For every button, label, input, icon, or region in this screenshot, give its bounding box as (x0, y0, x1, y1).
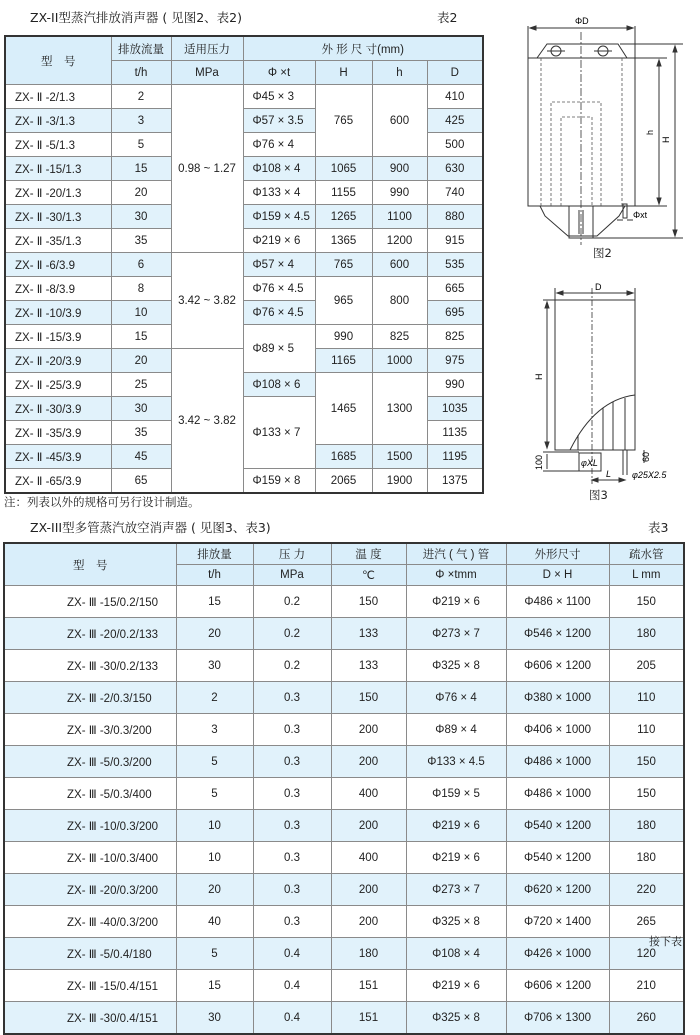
fig3-dim-H: H (534, 373, 544, 380)
header-h: h (372, 61, 427, 85)
figure2-label: 图2 (593, 246, 612, 260)
cell-pressure: 3.42 ~ 3.82 (171, 349, 243, 494)
cell-model: ZX- Ⅲ -20/0.3/200 (4, 874, 176, 906)
cell-phi: Φ89 × 5 (243, 325, 315, 373)
cell-flow: 45 (111, 445, 171, 469)
figure3-drawing (495, 270, 700, 488)
cell-size: Φ426 × 1000 (506, 938, 609, 970)
cell-model: ZX- Ⅲ -10/0.3/400 (4, 842, 176, 874)
table2 (4, 35, 484, 494)
cell-temp: 400 (331, 842, 406, 874)
cell-flow: 20 (111, 181, 171, 205)
cell-drain: 260 (609, 1002, 684, 1035)
cell-inlet: Φ325 × 8 (406, 1002, 506, 1035)
table-row (4, 746, 684, 778)
header-size-unit: D × H (506, 565, 609, 586)
cell-pressure: 0.98 ~ 1.27 (171, 85, 243, 253)
cell-model: ZX- Ⅱ -10/3.9 (5, 301, 111, 325)
table-row (5, 325, 483, 349)
cell-model: ZX- Ⅲ -30/0.4/151 (4, 1002, 176, 1035)
cell-model: ZX- Ⅱ -8/3.9 (5, 277, 111, 301)
cell-h: 600 (372, 85, 427, 157)
cell-flow: 35 (111, 229, 171, 253)
cell-inlet: Φ219 × 6 (406, 970, 506, 1002)
cell-model: ZX- Ⅲ -10/0.3/200 (4, 810, 176, 842)
table-row (4, 586, 684, 618)
header-phi-t: Φ ×t (243, 61, 315, 85)
table2-header-row (5, 36, 483, 61)
table2-title: ZX-II型蒸汽排放消声器 ( 见图2、表2) (30, 10, 242, 25)
cell-model: ZX- Ⅱ -20/1.3 (5, 181, 111, 205)
cell-phi: Φ45 × 3 (243, 85, 315, 109)
table-row (4, 842, 684, 874)
cell-phi: Φ76 × 4 (243, 133, 315, 157)
header-D: D (427, 61, 483, 85)
cell-temp: 150 (331, 682, 406, 714)
fig3-dim-100: 100 (534, 454, 544, 470)
table3-tag: 表3 (648, 520, 669, 535)
cell-D: 425 (427, 109, 483, 133)
cell-model: ZX- Ⅲ -30/0.2/133 (4, 650, 176, 682)
cell-drain: 205 (609, 650, 684, 682)
cell-model: ZX- Ⅲ -15/0.2/150 (4, 586, 176, 618)
cell-temp: 200 (331, 906, 406, 938)
cell-drain: 210 (609, 970, 684, 1002)
cell-temp: 133 (331, 650, 406, 682)
cell-pressure: 3.42 ~ 3.82 (171, 253, 243, 349)
table-row (4, 938, 684, 970)
cell-flow: 6 (111, 253, 171, 277)
table-row (5, 181, 483, 205)
cell-size: Φ486 × 1000 (506, 778, 609, 810)
header-model: 型 号 (4, 543, 176, 586)
cell-model: ZX- Ⅲ -5/0.4/180 (4, 938, 176, 970)
cell-temp: 200 (331, 746, 406, 778)
cell-inlet: Φ76 × 4 (406, 682, 506, 714)
cell-size: Φ540 × 1200 (506, 810, 609, 842)
cell-model: ZX- Ⅱ -25/3.9 (5, 373, 111, 397)
cell-drain: 150 (609, 746, 684, 778)
cell-inlet: Φ89 × 4 (406, 714, 506, 746)
cell-model: ZX- Ⅱ -15/3.9 (5, 325, 111, 349)
cell-drain: 220 (609, 874, 684, 906)
cell-h: 825 (372, 325, 427, 349)
cell-temp: 400 (331, 778, 406, 810)
cell-h: 600 (372, 253, 427, 277)
cell-D: 630 (427, 157, 483, 181)
cell-temp: 133 (331, 618, 406, 650)
cell-D: 740 (427, 181, 483, 205)
header-pressure-unit: MPa (171, 61, 243, 85)
cell-D: 1195 (427, 445, 483, 469)
header-flow: 排放流量 (111, 36, 171, 61)
cell-model: ZX- Ⅲ -40/0.3/200 (4, 906, 176, 938)
header-H: H (315, 61, 372, 85)
cell-inlet: Φ325 × 8 (406, 906, 506, 938)
table-row (5, 205, 483, 229)
cell-flow: 20 (176, 874, 253, 906)
table3-header-row (4, 543, 684, 565)
cell-size: Φ546 × 1200 (506, 618, 609, 650)
table-row (4, 682, 684, 714)
cell-flow: 3 (111, 109, 171, 133)
cell-drain: 265 (609, 906, 684, 938)
cell-D: 1375 (427, 469, 483, 494)
cell-phi: Φ76 × 4.5 (243, 301, 315, 325)
cell-drain: 180 (609, 810, 684, 842)
cell-model: ZX- Ⅲ -5/0.3/200 (4, 746, 176, 778)
cell-pressure: 0.2 (253, 586, 331, 618)
table-row (4, 1002, 684, 1035)
header-drain-unit: L mm (609, 565, 684, 586)
figure2-drawing (495, 0, 700, 262)
cell-inlet: Φ273 × 7 (406, 618, 506, 650)
cell-H: 1065 (315, 157, 372, 181)
fig2-dim-h: h (645, 129, 655, 135)
cell-temp: 200 (331, 874, 406, 906)
cell-h: 1900 (372, 469, 427, 494)
cell-H: 1265 (315, 205, 372, 229)
cell-drain: 180 (609, 618, 684, 650)
cell-H: 1465 (315, 373, 372, 445)
table2-tag: 表2 (437, 10, 458, 25)
table-row (4, 970, 684, 1002)
cell-size: Φ620 × 1200 (506, 874, 609, 906)
cell-pressure: 0.2 (253, 618, 331, 650)
cell-model: ZX- Ⅲ -20/0.2/133 (4, 618, 176, 650)
fig3-dim-D: D (595, 282, 602, 292)
cell-H: 1155 (315, 181, 372, 205)
cell-model: ZX- Ⅲ -2/0.3/150 (4, 682, 176, 714)
cell-flow: 3 (176, 714, 253, 746)
table-row (4, 714, 684, 746)
table-row (4, 874, 684, 906)
fig3-dim-60: 60 (641, 451, 651, 462)
cell-model: ZX- Ⅱ -65/3.9 (5, 469, 111, 494)
cell-inlet: Φ219 × 6 (406, 810, 506, 842)
cell-inlet: Φ325 × 8 (406, 650, 506, 682)
header-pressure-unit: MPa (253, 565, 331, 586)
cell-flow: 15 (176, 970, 253, 1002)
cell-pressure: 0.3 (253, 842, 331, 874)
header-flow-unit: t/h (111, 61, 171, 85)
cell-phi: Φ57 × 4 (243, 253, 315, 277)
cell-size: Φ606 × 1200 (506, 650, 609, 682)
cell-model: ZX- Ⅱ -35/1.3 (5, 229, 111, 253)
cell-model: ZX- Ⅱ -5/1.3 (5, 133, 111, 157)
cell-phi: Φ108 × 4 (243, 157, 315, 181)
cell-inlet: Φ273 × 7 (406, 874, 506, 906)
cell-model: ZX- Ⅱ -20/3.9 (5, 349, 111, 373)
cell-flow: 25 (111, 373, 171, 397)
header-size: 外形尺寸 (506, 543, 609, 565)
header-model: 型 号 (5, 36, 111, 85)
cell-flow: 10 (176, 810, 253, 842)
cell-flow: 2 (111, 85, 171, 109)
cell-temp: 200 (331, 714, 406, 746)
cell-flow: 30 (176, 650, 253, 682)
header-inlet: 进汽 ( 气 ) 管 (406, 543, 506, 565)
table-row (4, 810, 684, 842)
cell-model: ZX- Ⅱ -35/3.9 (5, 421, 111, 445)
cell-pressure: 0.3 (253, 906, 331, 938)
cell-drain: 110 (609, 714, 684, 746)
cell-D: 825 (427, 325, 483, 349)
cell-flow: 10 (176, 842, 253, 874)
cell-drain: 180 (609, 842, 684, 874)
table-row (4, 650, 684, 682)
cell-D: 975 (427, 349, 483, 373)
cell-H: 765 (315, 85, 372, 157)
cell-temp: 150 (331, 586, 406, 618)
cell-pressure: 0.4 (253, 970, 331, 1002)
header-drain: 疏水管 (609, 543, 684, 565)
cell-size: Φ720 × 1400 (506, 906, 609, 938)
cell-D: 1135 (427, 421, 483, 445)
fig3-dim-pipe: φ25X2.5 (632, 470, 667, 480)
cell-D: 990 (427, 373, 483, 397)
cell-temp: 180 (331, 938, 406, 970)
table-row (4, 778, 684, 810)
cell-size: Φ380 × 1000 (506, 682, 609, 714)
cell-D: 1035 (427, 397, 483, 421)
cell-h: 1500 (372, 445, 427, 469)
cell-pressure: 0.4 (253, 1002, 331, 1035)
figure3-label: 图3 (589, 488, 608, 502)
cell-flow: 5 (176, 938, 253, 970)
cell-pressure: 0.3 (253, 714, 331, 746)
cell-size: Φ486 × 1000 (506, 746, 609, 778)
fig3-dim-phixl: φXL (581, 458, 598, 468)
fig2-dim-H: H (661, 136, 671, 143)
table-row (5, 157, 483, 181)
table2-note: 注：列表以外的规格可另行设计制造。 (4, 495, 200, 509)
cell-flow: 30 (111, 205, 171, 229)
cell-flow: 20 (176, 618, 253, 650)
cell-model: ZX- Ⅱ -3/1.3 (5, 109, 111, 133)
cell-pressure: 0.3 (253, 746, 331, 778)
cell-D: 410 (427, 85, 483, 109)
cell-size: Φ486 × 1100 (506, 586, 609, 618)
table-row (5, 277, 483, 301)
header-pressure: 适用压力 (171, 36, 243, 61)
cell-flow: 40 (176, 906, 253, 938)
cell-D: 535 (427, 253, 483, 277)
cell-phi: Φ133 × 4 (243, 181, 315, 205)
table3-title: ZX-III型多管蒸汽放空消声器 ( 见图3、表3) (30, 520, 271, 535)
cell-flow: 20 (111, 349, 171, 373)
cell-size: Φ406 × 1000 (506, 714, 609, 746)
cell-D: 915 (427, 229, 483, 253)
cell-h: 800 (372, 277, 427, 325)
cell-flow: 5 (176, 746, 253, 778)
cell-h: 1300 (372, 373, 427, 445)
header-temp: 温 度 (331, 543, 406, 565)
cell-model: ZX- Ⅱ -30/1.3 (5, 205, 111, 229)
cell-model: ZX- Ⅱ -2/1.3 (5, 85, 111, 109)
header-inlet-unit: Φ ×tmm (406, 565, 506, 586)
cell-inlet: Φ133 × 4.5 (406, 746, 506, 778)
header-dims: 外 形 尺 寸(mm) (243, 36, 483, 61)
cell-model: ZX- Ⅱ -45/3.9 (5, 445, 111, 469)
table-row (5, 373, 483, 397)
cell-h: 900 (372, 157, 427, 181)
cell-flow: 5 (111, 133, 171, 157)
cell-flow: 15 (176, 586, 253, 618)
cell-h: 1200 (372, 229, 427, 253)
cell-H: 1365 (315, 229, 372, 253)
fig2-dim-phixt: Φxt (633, 210, 648, 220)
cell-inlet: Φ159 × 5 (406, 778, 506, 810)
cell-phi: Φ57 × 3.5 (243, 109, 315, 133)
cell-D: 695 (427, 301, 483, 325)
cell-H: 1165 (315, 349, 372, 373)
cell-inlet: Φ219 × 6 (406, 842, 506, 874)
cell-flow: 8 (111, 277, 171, 301)
cell-H: 965 (315, 277, 372, 325)
table-row (5, 253, 483, 277)
cell-h: 1100 (372, 205, 427, 229)
cell-model: ZX- Ⅲ -3/0.3/200 (4, 714, 176, 746)
cell-phi: Φ108 × 6 (243, 373, 315, 397)
cell-D: 880 (427, 205, 483, 229)
cell-pressure: 0.3 (253, 810, 331, 842)
cell-model: ZX- Ⅱ -30/3.9 (5, 397, 111, 421)
header-flow-unit: t/h (176, 565, 253, 586)
cell-drain: 150 (609, 778, 684, 810)
cell-drain: 110 (609, 682, 684, 714)
cell-inlet: Φ108 × 4 (406, 938, 506, 970)
table-row (5, 469, 483, 494)
cell-phi: Φ76 × 4.5 (243, 277, 315, 301)
cell-flow: 15 (111, 157, 171, 181)
cell-size: Φ540 × 1200 (506, 842, 609, 874)
header-temp-unit: ℃ (331, 565, 406, 586)
cell-size: Φ706 × 1300 (506, 1002, 609, 1035)
cell-pressure: 0.3 (253, 874, 331, 906)
cell-pressure: 0.2 (253, 650, 331, 682)
cell-D: 500 (427, 133, 483, 157)
cell-inlet: Φ219 × 6 (406, 586, 506, 618)
cell-drain: 120 (609, 938, 684, 970)
cell-H: 2065 (315, 469, 372, 494)
cell-pressure: 0.4 (253, 938, 331, 970)
fig3-dim-L: L (606, 469, 612, 479)
table-row (4, 906, 684, 938)
cell-phi: Φ159 × 8 (243, 469, 315, 494)
cell-phi: Φ133 × 7 (243, 397, 315, 469)
cell-phi: Φ219 × 6 (243, 229, 315, 253)
cell-temp: 151 (331, 1002, 406, 1035)
cell-flow: 5 (176, 778, 253, 810)
cell-model: ZX- Ⅱ -6/3.9 (5, 253, 111, 277)
cell-size: Φ606 × 1200 (506, 970, 609, 1002)
cell-h: 1000 (372, 349, 427, 373)
cell-drain: 150 (609, 586, 684, 618)
fig2-dim-D: ΦD (575, 16, 589, 26)
table-row (4, 618, 684, 650)
cell-model: ZX- Ⅱ -15/1.3 (5, 157, 111, 181)
cell-model: ZX- Ⅲ -5/0.3/400 (4, 778, 176, 810)
cell-temp: 151 (331, 970, 406, 1002)
cell-H: 1685 (315, 445, 372, 469)
cell-flow: 30 (111, 397, 171, 421)
table-row (5, 85, 483, 109)
cell-flow: 30 (176, 1002, 253, 1035)
cell-h: 990 (372, 181, 427, 205)
continued-label: 接下表 (649, 935, 682, 948)
cell-pressure: 0.3 (253, 682, 331, 714)
cell-pressure: 0.3 (253, 778, 331, 810)
cell-flow: 35 (111, 421, 171, 445)
cell-model: ZX- Ⅲ -15/0.4/151 (4, 970, 176, 1002)
cell-flow: 10 (111, 301, 171, 325)
cell-flow: 15 (111, 325, 171, 349)
header-flow: 排放量 (176, 543, 253, 565)
table-row (5, 229, 483, 253)
header-pressure: 压 力 (253, 543, 331, 565)
cell-flow: 2 (176, 682, 253, 714)
cell-H: 990 (315, 325, 372, 349)
table3 (3, 542, 685, 1035)
cell-phi: Φ159 × 4.5 (243, 205, 315, 229)
cell-temp: 200 (331, 810, 406, 842)
cell-H: 765 (315, 253, 372, 277)
cell-flow: 65 (111, 469, 171, 494)
cell-D: 665 (427, 277, 483, 301)
